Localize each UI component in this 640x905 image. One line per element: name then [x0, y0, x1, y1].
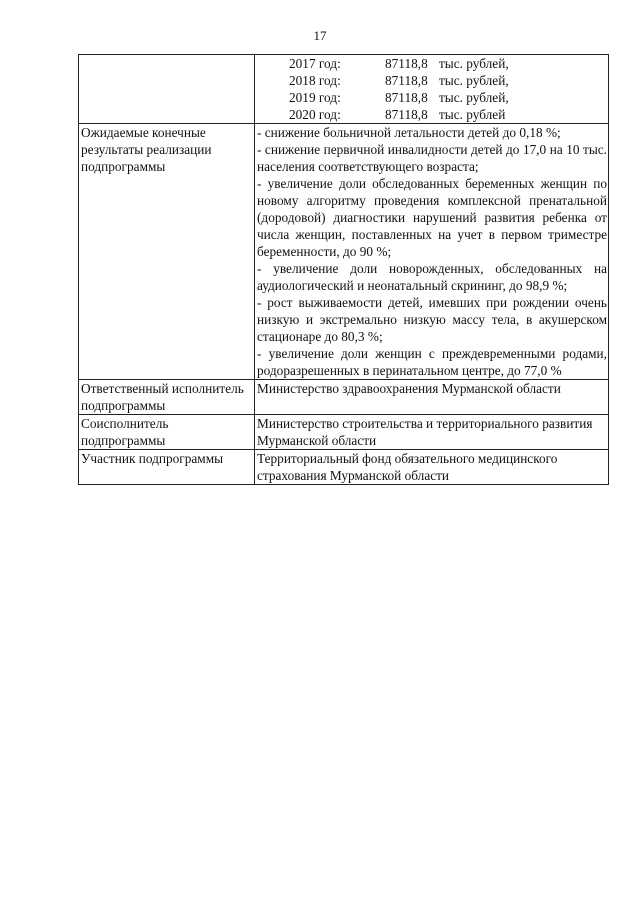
funding-line [257, 89, 607, 106]
table-row-responsible [79, 380, 609, 415]
funding-label-cell [79, 55, 255, 124]
table-row-participant [79, 450, 609, 485]
funding-amount: 87118,8 [385, 56, 428, 71]
funding-unit: тыс. рублей, [439, 90, 509, 105]
funding-year: 2018 год: [289, 73, 341, 88]
coexecutor-label: Соисполнитель подпрограммы [81, 416, 169, 448]
funding-cell [255, 55, 609, 124]
funding-unit: тыс. рублей, [439, 73, 509, 88]
funding-line [257, 55, 607, 72]
table-row-funding [79, 55, 609, 124]
subprogram-passport-table [78, 54, 609, 485]
row-value [255, 380, 609, 415]
responsible-value: Министерство здравоохранения Мурманской области [257, 381, 561, 396]
row-label [79, 450, 255, 485]
page-number: 17 [313, 28, 327, 43]
row-value [255, 415, 609, 450]
table-row-coexecutor [79, 415, 609, 450]
result-item: - увеличение доли обследованных беременных женщин по новому алгоритму проведения комплексной пренатальной (дородовой) диагностики нарушений развития ребенка от числа женщин, поставленных на учет в первом триместре беременности, до 90 %; [257, 176, 607, 259]
funding-unit: тыс. рублей [439, 107, 506, 122]
participant-label: Участник подпрограммы [81, 451, 224, 466]
result-item: - снижение первичной инвалидности детей до 17,0 на 10 тыс. населения соответствующего возраста; [257, 142, 607, 174]
funding-unit: тыс. рублей, [439, 56, 509, 71]
funding-line [257, 72, 607, 89]
results-cell [255, 124, 609, 380]
coexecutor-value: Министерство строительства и территориального развития Мурманской области [257, 416, 593, 448]
result-item: - увеличение доли женщин с преждевременными родами, родоразрешенных в перинатальном центре, до 77,0 % [257, 346, 607, 378]
row-label [79, 124, 255, 380]
row-label [79, 415, 255, 450]
table-row-results [79, 124, 609, 380]
row-value [255, 450, 609, 485]
row-label [79, 380, 255, 415]
result-item: - увеличение доли новорожденных, обследованных на аудиологический и неонатальный скрининг, до 98,9 %; [257, 261, 607, 293]
funding-year: 2020 год: [289, 107, 341, 122]
funding-amount: 87118,8 [385, 90, 428, 105]
results-label: Ожидаемые конечные результаты реализации подпрограммы [81, 125, 212, 174]
funding-amount: 87118,8 [385, 107, 428, 122]
funding-year: 2017 год: [289, 56, 341, 71]
funding-line [257, 106, 607, 123]
result-item: - снижение больничной летальности детей до 0,18 %; [257, 125, 561, 140]
responsible-label: Ответственный исполнитель подпрограммы [81, 381, 244, 413]
participant-value: Территориальный фонд обязательного медицинского страхования Мурманской области [257, 451, 558, 483]
funding-amount: 87118,8 [385, 73, 428, 88]
result-item: - рост выживаемости детей, имевших при рождении очень низкую и экстремально низкую массу тела, в акушерском стационаре до 80,3 %; [257, 295, 607, 344]
funding-year: 2019 год: [289, 90, 341, 105]
